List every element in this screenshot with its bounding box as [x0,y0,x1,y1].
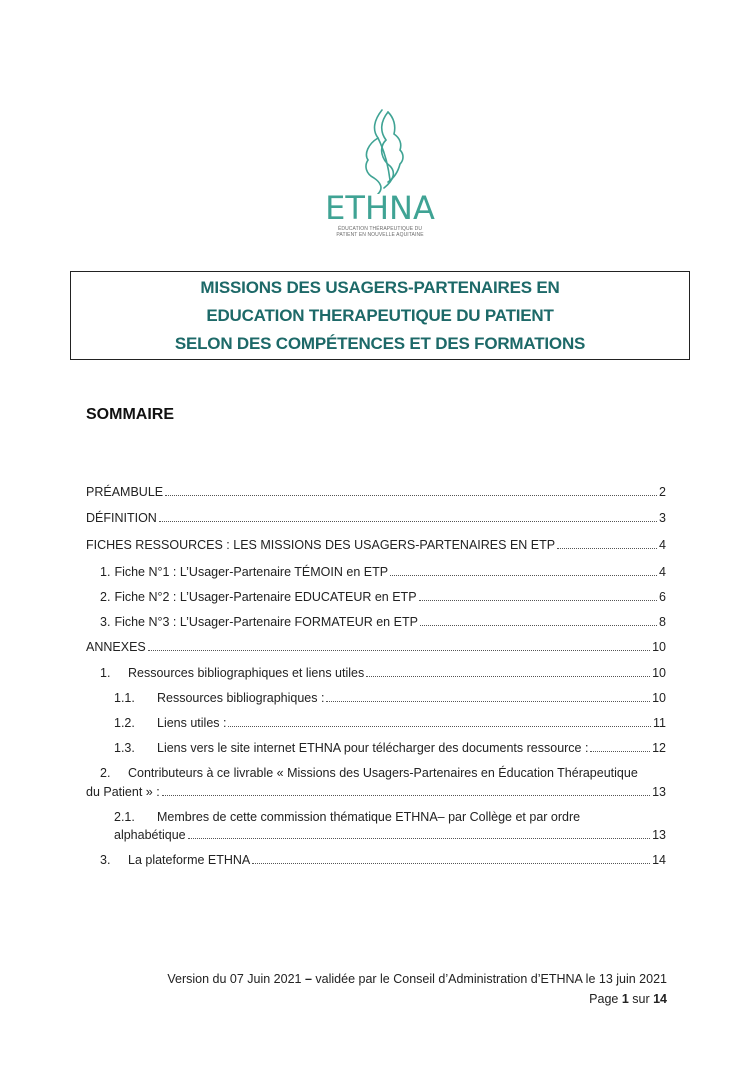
toc-heading: SOMMAIRE [86,406,174,423]
toc-entry-fiche-2[interactable] [100,589,666,605]
toc-entry-number: 1. [100,666,111,680]
toc-entry-number: 2. [100,590,111,604]
document-title-line-3: SELON DES COMPÉTENCES ET DES FORMATIONS [174,333,586,353]
toc-entry-label: Fiche N°2 : L’Usager-Partenaire EDUCATEUR en ETP [114,590,417,604]
toc-entry-label: Fiche N°3 : L’Usager-Partenaire FORMATEUR en ETP [114,615,418,629]
toc-leader-dots [188,828,650,839]
toc-entry-liens-site-ethna[interactable] [114,740,666,756]
version-date: Version du 07 Juin 2021 [167,972,302,986]
toc-leader-dots [148,640,650,651]
ethna-logo [318,108,442,240]
page-total: 14 [653,992,667,1006]
page-number [167,989,667,1009]
toc-entry-fiche-3[interactable] [100,614,666,630]
toc-leader-dots [420,615,657,626]
toc-entry-annexes[interactable] [86,639,666,655]
logo-wordmark: ETHNA [325,189,435,227]
toc-leader-dots [162,785,650,796]
toc-entry-first-line [114,809,666,825]
toc-entry-second-line [86,784,666,800]
toc-entry-number: 3. [100,853,111,867]
toc-entry-page: 14 [652,853,666,867]
toc-entry-number: 3. [100,615,111,629]
toc-entry-preambule[interactable] [86,484,666,500]
toc-entry-liens-utiles[interactable] [114,715,666,731]
document-title-box [70,271,690,360]
toc-leader-dots [326,691,650,702]
document-title-line-2: EDUCATION THERAPEUTIQUE DU PATIENT [206,305,554,325]
toc-entry-definition[interactable] [86,510,666,526]
toc-entry-label: alphabétique [114,828,186,842]
toc-entry-label: PRÉAMBULE [86,485,164,499]
toc-leader-dots [419,590,658,601]
toc-entry-label: Liens vers le site internet ETHNA pour télécharger des documents ressource : [157,741,589,755]
toc-entry-label: Liens utiles : [157,716,227,730]
toc-entry-page: 4 [659,538,666,552]
toc-entry-number: 1.2. [114,716,135,730]
toc-entry-label-line1: Contributeurs à ce livrable « Missions des Usagers-Partenaires en Éducation Thérapeutique [128,766,638,780]
logo-tagline [318,226,442,238]
toc-entry-fiche-1[interactable] [100,564,666,580]
toc-entry-label-line1: Membres de cette commission thématique ETHNA– par Collège et par ordre [157,810,581,824]
toc-entry-page: 3 [659,511,666,525]
toc-entry-page: 10 [652,640,666,654]
toc-entry-label: du Patient » : [86,785,160,799]
toc-leader-dots [228,716,651,727]
toc-entry-page: 6 [659,590,666,604]
toc-entry-second-line [114,827,666,843]
toc-entry-ressources-liens[interactable] [100,665,666,681]
toc-entry-number: 2.1. [114,810,135,824]
toc-entry-label: DÉFINITION [86,511,157,525]
toc-entry-page: 13 [652,785,666,799]
toc-leader-dots [165,485,657,496]
toc-leader-dots [252,853,650,864]
page-mid: sur [628,992,654,1006]
toc-entry-label: Ressources bibliographiques et liens utiles [128,666,365,680]
toc-leader-dots [590,741,650,752]
toc-entry-first-line [100,765,666,781]
toc-entry-number: 2. [100,766,111,780]
toc-entry-label: ANNEXES [86,640,146,654]
logo-tagline-line2: PATIENT EN NOUVELLE AQUITAINE [336,232,424,238]
version-dash: – [301,972,316,986]
toc-entry-page: 8 [659,615,666,629]
toc-entry-number: 1. [100,565,111,579]
toc-entry-page: 10 [652,666,666,680]
toc-entry-page: 2 [659,485,666,499]
profile-faces-icon [354,108,410,194]
document-title-line-1: MISSIONS DES USAGERS-PARTENAIRES EN [200,277,560,297]
toc-entry-label: Ressources bibliographiques : [157,691,325,705]
page-prefix: Page [589,992,622,1006]
validation-text: validée par le Conseil d’Administration d’ETHNA le 13 juin 2021 [315,972,667,986]
toc-entry-page: 10 [652,691,666,705]
toc-leader-dots [390,565,657,576]
toc-entry-label: La plateforme ETHNA [128,853,251,867]
page-current: 1 [621,992,629,1006]
toc-leader-dots [159,511,657,522]
toc-entry-page: 13 [652,828,666,842]
logo-tagline-line1: ÉDUCATION THÉRAPEUTIQUE DU [337,226,423,232]
toc-entry-number: 1.1. [114,691,135,705]
toc-entry-page: 11 [653,716,666,730]
toc-entry-ressources-bibliographiques[interactable] [114,690,666,706]
toc-leader-dots [366,666,650,677]
page-footer [167,969,667,1009]
toc-leader-dots [557,538,657,549]
toc-entry-plateforme-ethna[interactable] [100,852,666,868]
toc-entry-page: 4 [659,565,666,579]
toc-entry-fiches-ressources[interactable] [86,537,666,553]
version-line [167,969,667,989]
toc-entry-label: Fiche N°1 : L’Usager-Partenaire TÉMOIN en ETP [114,565,389,579]
toc-entry-number: 1.3. [114,741,135,755]
toc-entry-page: 12 [652,741,666,755]
toc-entry-label: FICHES RESSOURCES : LES MISSIONS DES USAGERS-PARTENAIRES EN ETP [86,538,556,552]
